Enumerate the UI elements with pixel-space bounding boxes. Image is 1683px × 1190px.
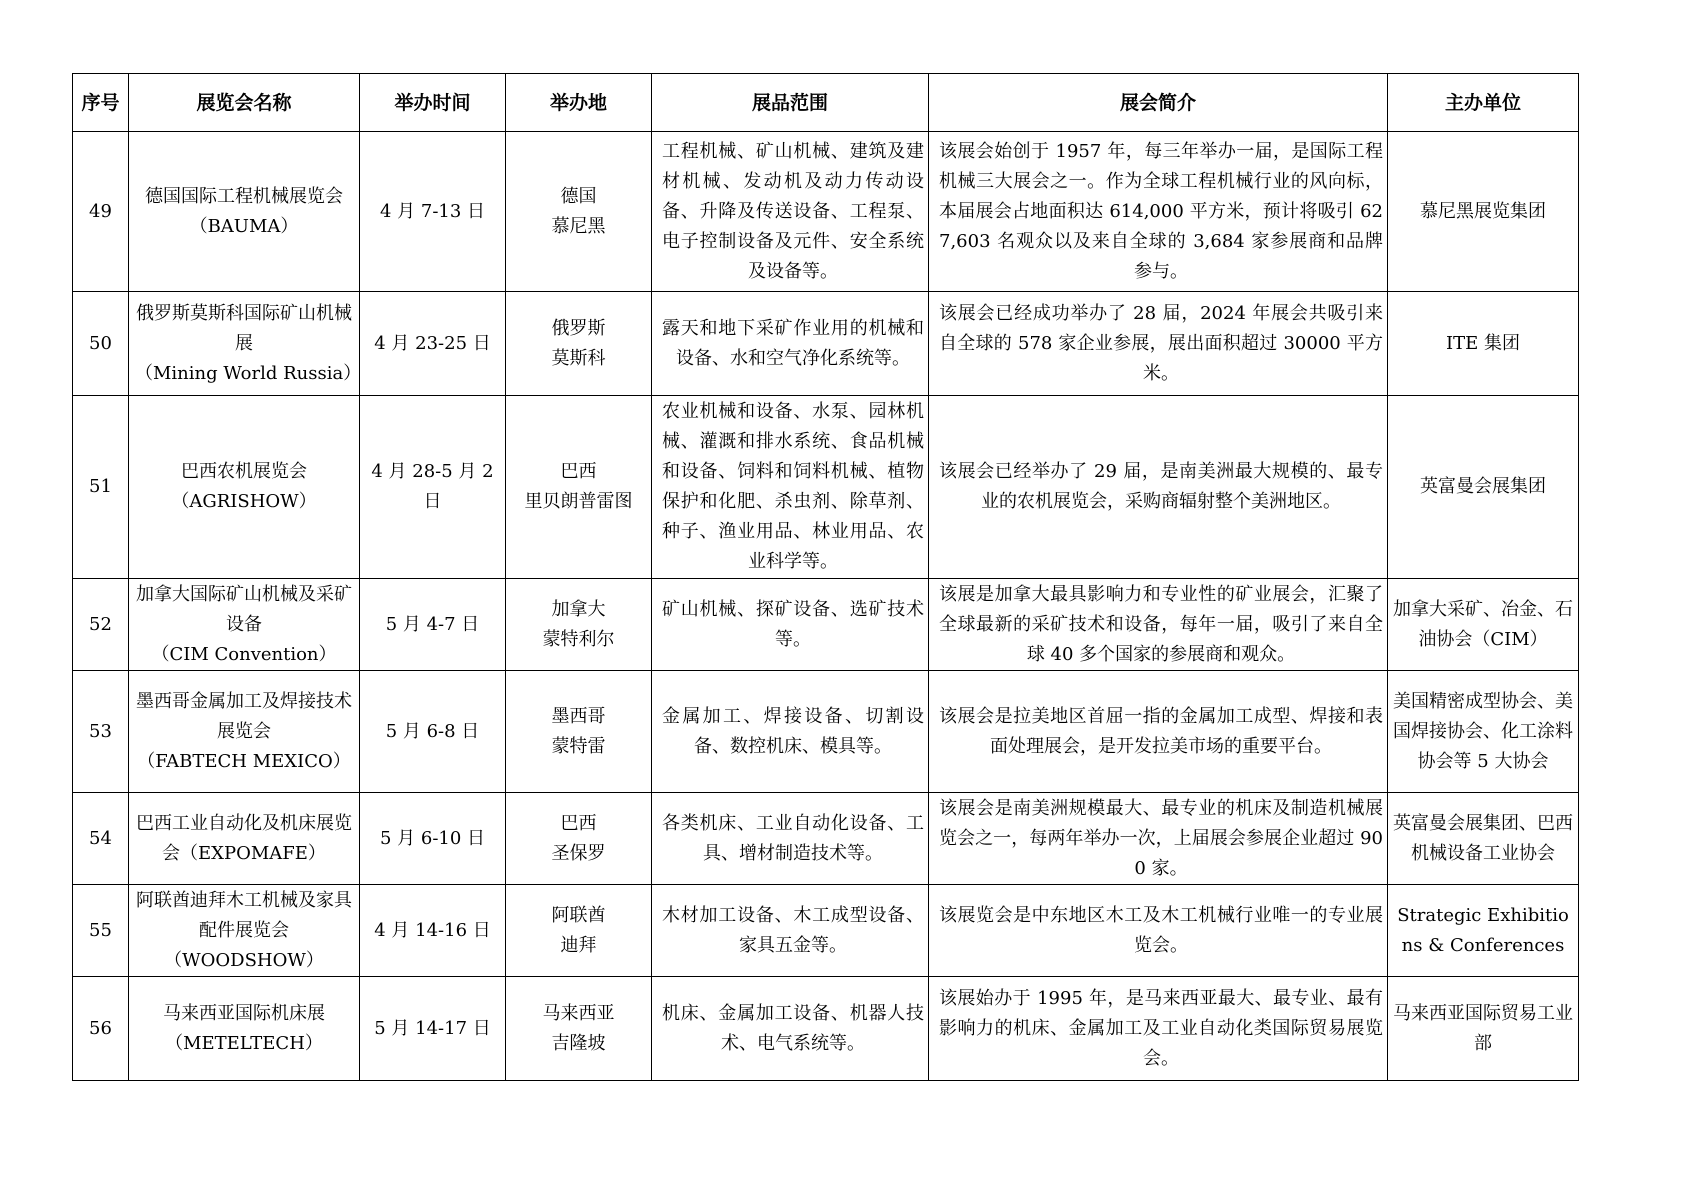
- row-organizer: 英富曼会展集团、巴西机械设备工业协会: [1388, 793, 1579, 885]
- table-row: [73, 132, 1579, 292]
- row-seq: 55: [73, 885, 129, 977]
- row-name-en: （CIM Convention）: [151, 643, 337, 665]
- row-scope: 工程机械、矿山机械、建筑及建材机械、发动机及动力传动设备、升降及传送设备、工程泵、电子控制设备及元件、安全系统及设备等。: [652, 132, 929, 292]
- row-place-country: 阿联酋: [551, 904, 606, 926]
- row-place: [506, 579, 652, 671]
- row-place-city: 迪拜: [560, 934, 597, 956]
- row-name-text: 马来西亚国际机床展: [163, 1002, 325, 1024]
- header-seq: 序号: [73, 74, 129, 132]
- row-organizer: 美国精密成型协会、美国焊接协会、化工涂料协会等 5 大协会: [1388, 671, 1579, 793]
- row-name-text: 加拿大国际矿山机械及采矿设备: [136, 583, 352, 635]
- row-seq: 50: [73, 292, 129, 396]
- header-time: 举办时间: [360, 74, 506, 132]
- row-organizer: ITE 集团: [1388, 292, 1579, 396]
- row-time: 4 月 28-5 月 2 日: [360, 396, 506, 579]
- header-name: 展览会名称: [129, 74, 360, 132]
- row-name: [129, 396, 360, 579]
- row-place-city: 蒙特利尔: [542, 628, 615, 650]
- table-row: [73, 579, 1579, 671]
- row-intro: 该展会始创于 1957 年，每三年举办一届，是国际工程机械三大展会之一。作为全球工程机械行业的风向标，本届展会占地面积达 614,000 平方米，预计将吸引 627,603 名观众以及来自全球的 3,684 家参展商和品牌参与。: [929, 132, 1388, 292]
- row-place-country: 巴西: [560, 461, 597, 482]
- row-organizer: 英富曼会展集团: [1388, 396, 1579, 579]
- row-name-en: （WOODSHOW）: [164, 949, 324, 971]
- row-intro: 该展会已经举办了 29 届，是南美洲最大规模的、最专业的农机展览会，采购商辐射整个美洲地区。: [929, 396, 1388, 579]
- row-place: [506, 977, 652, 1081]
- row-place: [506, 885, 652, 977]
- row-intro: 该展是加拿大最具影响力和专业性的矿业展会，汇聚了全球最新的采矿技术和设备，每年一届，吸引了来自全球 40 多个国家的参展商和观众。: [929, 579, 1388, 671]
- row-name-text: 俄罗斯莫斯科国际矿山机械展: [136, 302, 352, 354]
- row-name-text: 墨西哥金属加工及焊接技术展览会: [136, 690, 352, 742]
- row-scope: 木材加工设备、木工成型设备、家具五金等。: [652, 885, 929, 977]
- row-name: [129, 579, 360, 671]
- table-row: [73, 793, 1579, 885]
- row-place-country: 巴西: [560, 812, 597, 834]
- row-intro: 该展览会是中东地区木工及木工机械行业唯一的专业展览会。: [929, 885, 1388, 977]
- row-scope: 各类机床、工业自动化设备、工具、增材制造技术等。: [652, 793, 929, 885]
- header-place: 举办地: [506, 74, 652, 132]
- row-place-city: 圣保罗: [551, 842, 606, 864]
- row-intro: 该展始办于 1995 年，是马来西亚最大、最专业、最有影响力的机床、金属加工及工业自动化类国际贸易展览会。: [929, 977, 1388, 1081]
- row-time: 5 月 14-17 日: [360, 977, 506, 1081]
- row-seq: 56: [73, 977, 129, 1081]
- table-row: [73, 885, 1579, 977]
- table-row: [73, 977, 1579, 1081]
- row-seq: 51: [73, 396, 129, 579]
- row-time: 5 月 6-10 日: [360, 793, 506, 885]
- table-row: [73, 292, 1579, 396]
- row-name: [129, 132, 360, 292]
- row-time: 4 月 14-16 日: [360, 885, 506, 977]
- row-place-city: 里贝朗普雷图: [524, 491, 633, 512]
- row-organizer: 慕尼黑展览集团: [1388, 132, 1579, 292]
- header-scope: 展品范围: [652, 74, 929, 132]
- row-intro: 该展会是南美洲规模最大、最专业的机床及制造机械展览会之一，每两年举办一次，上届展会参展企业超过 900 家。: [929, 793, 1388, 885]
- row-name-en: （AGRISHOW）: [171, 491, 317, 512]
- row-place-city: 蒙特雷: [551, 735, 606, 757]
- row-place-country: 加拿大: [551, 598, 606, 620]
- header-row: [73, 74, 1579, 132]
- row-scope: 露天和地下采矿作业用的机械和设备、水和空气净化系统等。: [652, 292, 929, 396]
- row-seq: 54: [73, 793, 129, 885]
- row-seq: 52: [73, 579, 129, 671]
- row-time: 5 月 4-7 日: [360, 579, 506, 671]
- row-intro: 该展会已经成功举办了 28 届，2024 年展会共吸引来自全球的 578 家企业参展，展出面积超过 30000 平方米。: [929, 292, 1388, 396]
- row-intro: 该展会是拉美地区首屈一指的金属加工成型、焊接和表面处理展会，是开发拉美市场的重要平台。: [929, 671, 1388, 793]
- table-row: [73, 671, 1579, 793]
- row-place-country: 马来西亚: [542, 1002, 615, 1024]
- header-organizer: 主办单位: [1388, 74, 1579, 132]
- row-organizer: 加拿大采矿、冶金、石油协会（CIM）: [1388, 579, 1579, 671]
- table-row: [73, 396, 1579, 579]
- row-place-country: 俄罗斯: [551, 317, 606, 339]
- row-time: 4 月 23-25 日: [360, 292, 506, 396]
- row-name-text: 巴西工业自动化及机床展览会（EXPOMAFE）: [136, 812, 352, 864]
- row-place-city: 莫斯科: [551, 347, 606, 369]
- row-name-en: （METELTECH）: [165, 1032, 323, 1054]
- row-organizer: Strategic Exhibitions & Conferences: [1388, 885, 1579, 977]
- row-place-country: 德国: [560, 185, 597, 207]
- row-place-country: 墨西哥: [551, 705, 606, 727]
- row-place: [506, 292, 652, 396]
- row-name-text: 德国国际工程机械展览会（BAUMA）: [145, 185, 343, 237]
- row-place-city: 慕尼黑: [551, 215, 606, 237]
- header-intro: 展会简介: [929, 74, 1388, 132]
- row-scope: 机床、金属加工设备、机器人技术、电气系统等。: [652, 977, 929, 1081]
- row-place: [506, 132, 652, 292]
- row-place: [506, 396, 652, 579]
- row-scope: 金属加工、焊接设备、切割设备、数控机床、模具等。: [652, 671, 929, 793]
- row-name-en: （Mining World Russia）: [135, 362, 362, 384]
- row-name-text: 巴西农机展览会: [181, 461, 307, 482]
- row-name: [129, 977, 360, 1081]
- row-name: [129, 793, 360, 885]
- row-name: [129, 885, 360, 977]
- row-place: [506, 671, 652, 793]
- row-name: [129, 292, 360, 396]
- row-scope: 矿山机械、探矿设备、选矿技术等。: [652, 579, 929, 671]
- row-name-en: （FABTECH MEXICO）: [137, 750, 351, 772]
- row-place: [506, 793, 652, 885]
- row-seq: 49: [73, 132, 129, 292]
- row-organizer: 马来西亚国际贸易工业部: [1388, 977, 1579, 1081]
- row-scope: 农业机械和设备、水泵、园林机械、灌溉和排水系统、食品机械和设备、饲料和饲料机械、植物保护和化肥、杀虫剂、除草剂、种子、渔业用品、林业用品、农业科学等。: [652, 396, 929, 579]
- row-name: [129, 671, 360, 793]
- row-seq: 53: [73, 671, 129, 793]
- row-time: 5 月 6-8 日: [360, 671, 506, 793]
- row-time: 4 月 7-13 日: [360, 132, 506, 292]
- row-place-city: 吉隆坡: [551, 1032, 606, 1054]
- row-name-text: 阿联酋迪拜木工机械及家具配件展览会: [136, 889, 352, 941]
- exhibition-table: [72, 73, 1579, 1081]
